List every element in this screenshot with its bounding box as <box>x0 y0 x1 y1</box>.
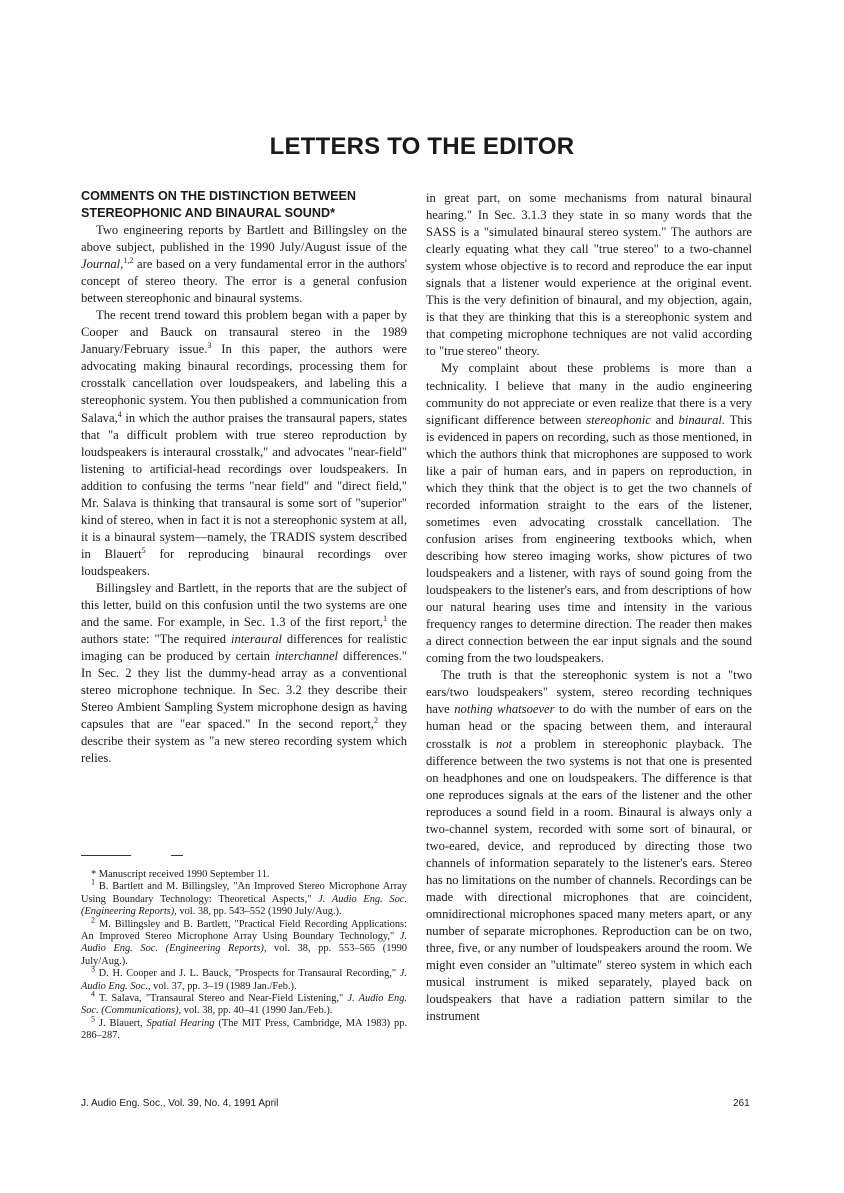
footnote-mark: 5 <box>91 1014 95 1024</box>
paragraph-text: the authors state: "The required <box>81 615 407 647</box>
citation-mark: 3 <box>207 341 212 351</box>
left-column <box>81 188 407 768</box>
italic-text: binaural. <box>678 412 726 427</box>
paragraph-text: a problem in stereophonic playback. The difference between the two systems is not that one is presented on headphones and one on loudspeakers. The difference is that one reproduces signals at the ears of the listener and the other reproduces a sound field in a room. Binaural is always only a two-channel system, recorded with some sort of binaural, or two-eared, device, and reproduced by directing those two channels of information separately to the listener's ears. Stereo has no limitations on the number of channels. Recordings can be made with directional microphones that are coincident, omnidirectional microphones spaced many meters apart, or any number of separate microphones. Reproduction can be on two, three, five, or any number of loudspeakers around the room. We might even consider an "ultimate" stereo system in which each musical instrument is miked separately, played back on loudspeakers that have a radiation pattern similar to the instrument <box>426 736 752 1024</box>
footnote-manuscript: * Manuscript received 1990 September 11. <box>91 869 270 880</box>
paragraph-6 <box>426 667 752 1025</box>
footnote-italic: J. Audio Eng. Soc. (Engineering Reports), <box>81 931 407 955</box>
citation-mark: 1,2 <box>123 255 134 265</box>
paragraph-text: differences." In Sec. 2 they list the dummy-head array as a conventional stereo microphone technique. In Sec. 3.2 they describe their Stereo Ambient Sampling System microphone design as having capsules that are "ear spaced." In the second report, <box>81 649 407 732</box>
footnote-mark: 2 <box>91 915 95 925</box>
footnote-1 <box>81 877 407 918</box>
paragraph-text: Billingsley and Bartlett, in the reports that are the subject of this letter, build on this confusion until the two systems are one and the same. For example, in Sec. 1.3 of the first report, <box>81 580 407 630</box>
footnote-rule-short <box>171 855 183 856</box>
italic-text: interchannel <box>274 649 339 664</box>
footnote-4 <box>81 989 408 1018</box>
paragraph-4: in great part, on some mechanisms from natural binaural hearing." In Sec. 3.1.3 they state in so many words that the SASS is a "simulated binaural stereo system." The authors are clearly equating what they call "true stereo" to a two-channel system whose objective is to record and reproduce the ear input signals that a listener would experience at the original event. This is the very definition of binaural, and my objection, again, is that they are thinking that this is a stereophonic system and that competing microphone techniques are not valid according to "true stereo" theory. <box>426 191 752 359</box>
citation-mark: 4 <box>117 409 122 419</box>
paragraph-text: to do with the number of ears on the human head or the spacing between them, and interaural crosstalk is <box>426 702 752 751</box>
footnote-5 <box>81 1014 408 1043</box>
citation-mark: 5 <box>141 545 146 555</box>
page-number: 261 <box>733 1098 750 1109</box>
italic-text: nothing whatsoever <box>454 702 555 717</box>
paragraph-text: differences for realistic imaging can be produced by certain <box>81 632 407 664</box>
footnote-italic: J. Audio Eng. Soc. (Communications), <box>81 993 408 1017</box>
footnote-3 <box>81 964 407 993</box>
footnote-text: vol. 38, pp. 40–41 (1990 Jan./Feb.). <box>181 1005 333 1017</box>
footnote-text: vol. 38, pp. 553–565 (1990 July/Aug.). <box>81 943 407 967</box>
footnote-italic: J. Audio Eng. Soc. (Engineering Reports), <box>81 893 407 918</box>
paragraph-text: in which the author praises the transaural papers, states that "a difficult problem with true stereo reproduction by loudspeakers is interaural crosstalk," and advocates "near-field" listening to artificial-head recordings over loudspeakers. In addition to confusing the terms "near field" and "direct field," Mr. Salava is thinking that transaural is some sort of "superior" kind of stereo, when in fact it is not a stereophonic system at all, it is a binaural system—namely, the TRADIS system described in Blauert <box>81 410 407 561</box>
paragraph-1 <box>81 222 407 307</box>
paragraph-text: for reproducing binaural recordings over loudspeakers. <box>81 546 407 578</box>
italic-text: stereophonic <box>586 412 651 427</box>
paragraph-3 <box>81 580 407 768</box>
footnote-text: vol. 37, pp. 3–19 (1989 Jan./Feb.). <box>150 980 297 992</box>
paragraph-text: The truth is that the stereophonic system is not a "two ears/two loudspeakers" system, stereo recording techniques have <box>426 668 752 717</box>
article-title: COMMENTS ON THE DISTINCTION BETWEEN STEREOPHONIC AND BINAURAL SOUND* <box>81 189 356 220</box>
paragraph-text: are based on a very fundamental error in the authors' concept of stereo theory. The error is a general confusion between stereophonic and binaural systems. <box>81 257 407 306</box>
footnote-list <box>81 869 407 1043</box>
footnote-text: M. Billingsley and B. Bartlett, "Practical Field Recording Applications: An Improved Stereo Microphone Array Using Boundary Technology," <box>81 918 407 943</box>
paragraph-text: and <box>650 412 679 427</box>
footnote-2 <box>81 915 407 969</box>
footnote-text: (The MIT Press, Cambridge, MA 1983) pp. 286–287. <box>81 1017 408 1042</box>
paragraph-text: In this paper, the authors were advocating making binaural recordings, processing them for crosstalk cancellation over loudspeakers, and labeling this a stereophonic system. You then published a communication from Salava, <box>81 342 407 425</box>
paragraph-text: they describe their system as "a new stereo recording system which relies. <box>81 717 407 766</box>
footnote-text: J. Blauert, <box>95 1017 147 1029</box>
footnote-rule <box>81 855 131 856</box>
italic-text: not <box>495 736 513 751</box>
footnote-text: vol. 38, pp. 543–552 (1990 July/Aug.). <box>176 906 342 918</box>
paragraph-text: This is evidenced in papers on recording, such as those mentioned, in which the authors think that microphones are supposed to work like a pair of human ears, and in papers on reproduction, in which they think that the object is to get the two channels of recorded information straight to the ears of the listener, sometimes even advocating crosstalk cancellation. The confusion arises from engineering textbooks which, when describing how stereo imaging works, show pictures of two loudspeakers and a listener, with rays of sound going from the loudspeakers to the listener's ears, and from descriptions of how our natural hearing uses time and intensity in the various frequency ranges to determine direction. The reader then makes a direct connection between the ear input signals and the sound coming from the two loudspeakers. <box>426 412 753 666</box>
paragraph-text: My complaint about these problems is more than a technicality. I believe that many in the audio engineering community do not appreciate or even realize that there is a very significant difference between <box>426 361 752 427</box>
footnote-mark: 3 <box>91 964 95 974</box>
footnote-italic: Spatial Hearing <box>146 1017 215 1029</box>
footnote-text: T. Salava, "Transaural Stereo and Near-Field Listening," <box>95 993 348 1005</box>
paragraph-2 <box>81 307 407 580</box>
paragraph-text: The recent trend toward this problem began with a paper by Cooper and Bauck on transaural stereo in the 1989 January/February issue. <box>81 308 407 357</box>
citation-mark: 1 <box>383 613 388 623</box>
right-column <box>426 190 752 1025</box>
footnote-mark: 1 <box>91 877 95 887</box>
citation-mark: 2 <box>373 716 378 726</box>
page-title: LETTERS TO THE EDITOR <box>269 133 575 160</box>
footnote-text: D. H. Cooper and J. L. Bauck, "Prospects for Transaural Recording," <box>95 968 400 980</box>
italic-text: interaural <box>230 632 283 647</box>
paragraph-5 <box>426 360 752 667</box>
footnote-italic: J. Audio Eng. Soc., <box>81 968 407 992</box>
paragraph-text: Two engineering reports by Bartlett and Billingsley on the above subject, published in the 1990 July/August issue of the <box>81 223 407 255</box>
footnote-mark: 4 <box>91 989 95 999</box>
italic-text: Journal, <box>81 257 124 272</box>
running-footer: J. Audio Eng. Soc., Vol. 39, No. 4, 1991 April <box>81 1098 279 1109</box>
footnote-text: B. Bartlett and M. Billingsley, "An Improved Stereo Microphone Array Using Boundary Technology: Theoretical Aspects," <box>81 881 407 905</box>
